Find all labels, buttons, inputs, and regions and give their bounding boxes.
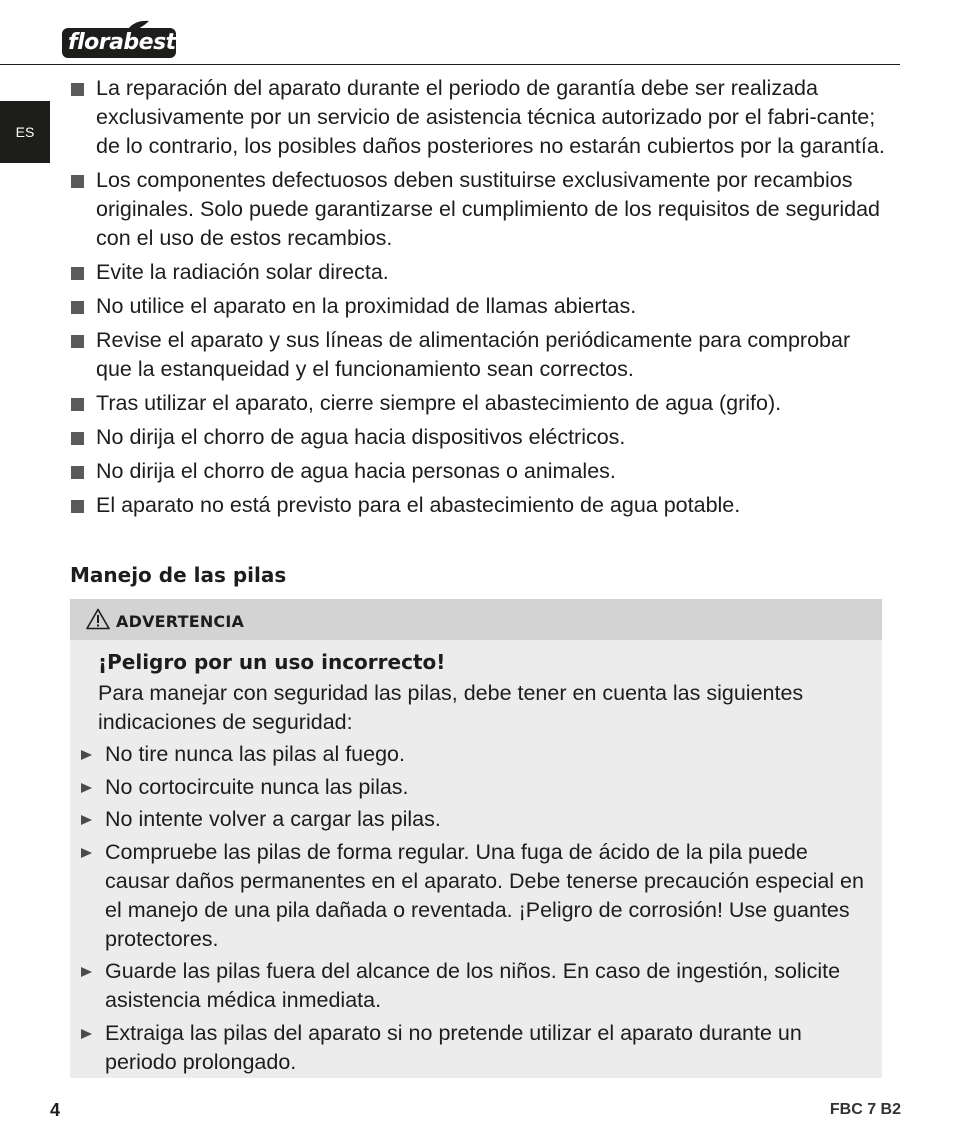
arrow-bullet-icon: [81, 783, 92, 793]
bullet-text: Los componentes defectuosos deben sustituirse exclusivamente por recambios originales. Solo puede garantizarse el cumplimiento de los requisitos de seguridad con el uso de estos recambios.: [96, 168, 881, 250]
list-item: [70, 389, 890, 418]
item-text: Guarde las pilas fuera del alcance de los niños. En caso de ingestión, solicite asistencia médica inmediata.: [105, 959, 841, 1012]
list-item: [70, 457, 890, 486]
item-text: Compruebe las pilas de forma regular. Una fuga de ácido de la pila puede causar daños permanentes en el aparato. Debe tenerse precaución especial en el manejo de una pila dañada o reventada. ¡Peligro de corrosión! Use guantes protectores.: [105, 839, 864, 951]
warning-item-list: [78, 740, 878, 1080]
list-item: [78, 773, 878, 802]
item-text: Extraiga las pilas del aparato si no pretende utilizar el aparato durante un periodo prolongado.: [105, 1020, 802, 1074]
list-item: [70, 74, 890, 161]
list-item: [70, 491, 890, 520]
list-item: [70, 423, 890, 452]
bullet-text: No utilice el aparato en la proximidad de llamas abiertas.: [96, 294, 637, 318]
square-bullet-icon: [71, 432, 84, 445]
arrow-bullet-icon: [81, 1029, 92, 1039]
list-item: [78, 838, 878, 954]
arrow-bullet-icon: [81, 815, 92, 825]
warning-title: ¡Peligro por un uso incorrecto!: [98, 650, 446, 674]
warning-intro: Para manejar con seguridad las pilas, debe tener en cuenta las siguientes indicaciones de seguridad:: [98, 681, 804, 734]
brand-name: florabest: [68, 30, 176, 55]
bullet-text: Revise el aparato y sus líneas de alimentación periódicamente para comprobar que la estanqueidad y el funcionamiento sean correctos.: [96, 328, 851, 381]
item-text: No intente volver a cargar las pilas.: [105, 807, 441, 831]
bullet-text: Evite la radiación solar directa.: [96, 260, 389, 284]
list-item: [78, 740, 878, 769]
warning-triangle-icon: [86, 608, 110, 630]
square-bullet-icon: [71, 175, 84, 188]
item-text: No cortocircuite nunca las pilas.: [105, 774, 409, 799]
language-tab: ES: [0, 101, 50, 163]
page-number: 4: [50, 1100, 61, 1120]
square-bullet-icon: [71, 301, 84, 314]
list-item: [78, 957, 878, 1015]
square-bullet-icon: [71, 398, 84, 411]
list-item: [70, 292, 890, 321]
warning-box: [70, 599, 882, 1078]
florabest-logo: [62, 20, 178, 60]
item-text: No tire nunca las pilas al fuego.: [105, 742, 405, 766]
bullet-text: No dirija el chorro de agua hacia personas o animales.: [96, 459, 616, 483]
square-bullet-icon: [71, 335, 84, 348]
square-bullet-icon: [71, 83, 84, 96]
bullet-text: El aparato no está previsto para el abastecimiento de agua potable.: [96, 493, 741, 517]
section-title: Manejo de las pilas: [70, 563, 287, 587]
square-bullet-icon: [71, 267, 84, 280]
warning-header: [70, 599, 882, 640]
square-bullet-icon: [71, 500, 84, 513]
list-item: [78, 1019, 878, 1077]
list-item: [78, 805, 878, 834]
arrow-bullet-icon: [81, 848, 92, 858]
arrow-bullet-icon: [81, 967, 92, 977]
model-number: FBC 7 B2: [829, 1101, 901, 1118]
list-item: [70, 326, 890, 384]
arrow-bullet-icon: [81, 750, 92, 760]
list-item: [70, 258, 890, 287]
warning-label: ADVERTENCIA: [116, 612, 245, 631]
header-divider: [0, 64, 900, 65]
bullet-text: No dirija el chorro de agua hacia dispositivos eléctricos.: [96, 425, 626, 449]
safety-bullet-list: [70, 74, 890, 525]
bullet-text: Tras utilizar el aparato, cierre siempre el abastecimiento de agua (grifo).: [96, 391, 782, 415]
list-item: [70, 166, 890, 253]
bullet-text: La reparación del aparato durante el periodo de garantía debe ser realizada exclusivamente por un servicio de asistencia técnica autorizado por el fabri-cante; de lo contrario, los posibles daños posteriores no estarán cubiertos por la garantía.: [96, 76, 885, 158]
square-bullet-icon: [71, 466, 84, 479]
